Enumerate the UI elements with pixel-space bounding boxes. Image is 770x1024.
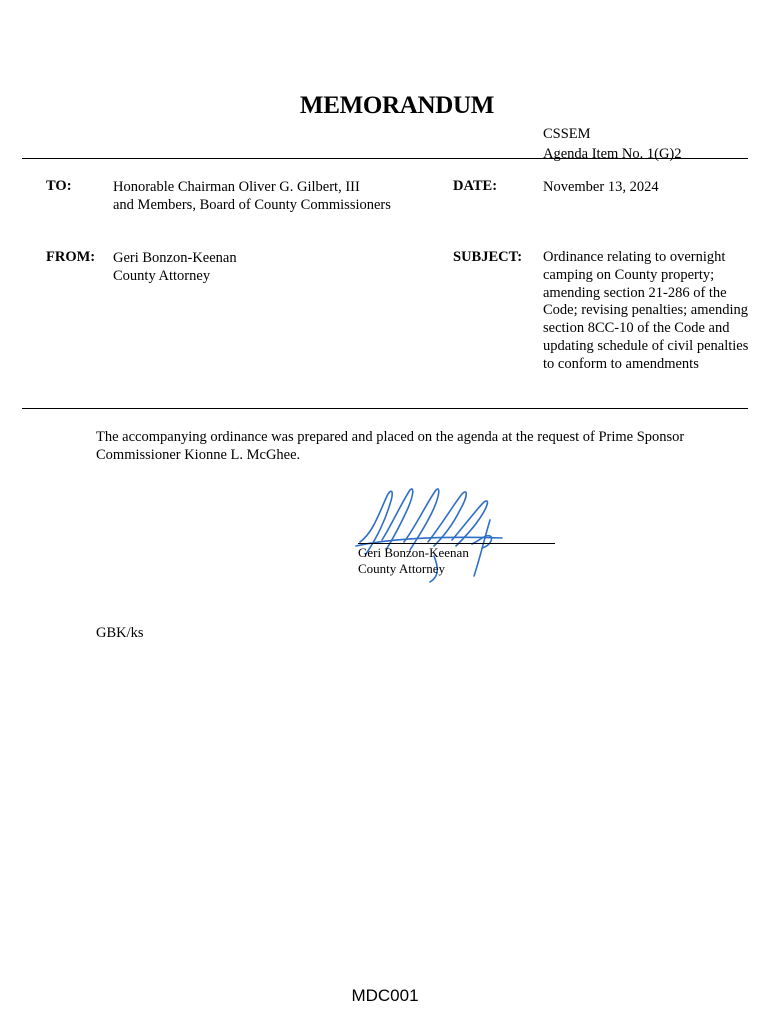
document-footer-code: MDC001 [351,986,419,1005]
committee-code: CSSEM [543,126,591,142]
signatory-name: Geri Bonzon-Keenan [358,545,469,560]
body-paragraph: The accompanying ordinance was prepared and placed on the agenda at the request of Prime Sponsor Commissioner Kionne L. McGhee. [96,429,685,463]
from-label: FROM: [46,249,96,265]
reference-initials: GBK/ks [96,625,144,641]
header-bottom-rule [22,408,748,409]
to-recipient [113,178,391,214]
from-line-1: Geri Bonzon-Keenan [113,250,237,266]
to-line-2: and Members, Board of County Commissioners [113,197,391,213]
to-label: TO: [46,178,72,194]
date-label: DATE: [453,178,498,194]
agenda-item-number: Agenda Item No. 1(G)2 [543,146,682,162]
from-sender [113,249,237,285]
subject-value: Ordinance relating to overnight camping on County property; amending section 21-286 of the Code; revising penalties; amending section 8CC-10 of the Code and updating schedule of civil penalties to conform to amendments [543,249,749,372]
to-line-1: Honorable Chairman Oliver G. Gilbert, III [113,179,360,195]
memo-title: MEMORANDUM [299,92,495,119]
header-top-rule [22,158,748,159]
signature-line [358,543,555,544]
signatory-block [358,545,469,577]
from-line-2: County Attorney [113,268,211,284]
date-value: November 13, 2024 [543,179,659,195]
subject-label: SUBJECT: [453,249,523,265]
signatory-title: County Attorney [358,561,446,576]
